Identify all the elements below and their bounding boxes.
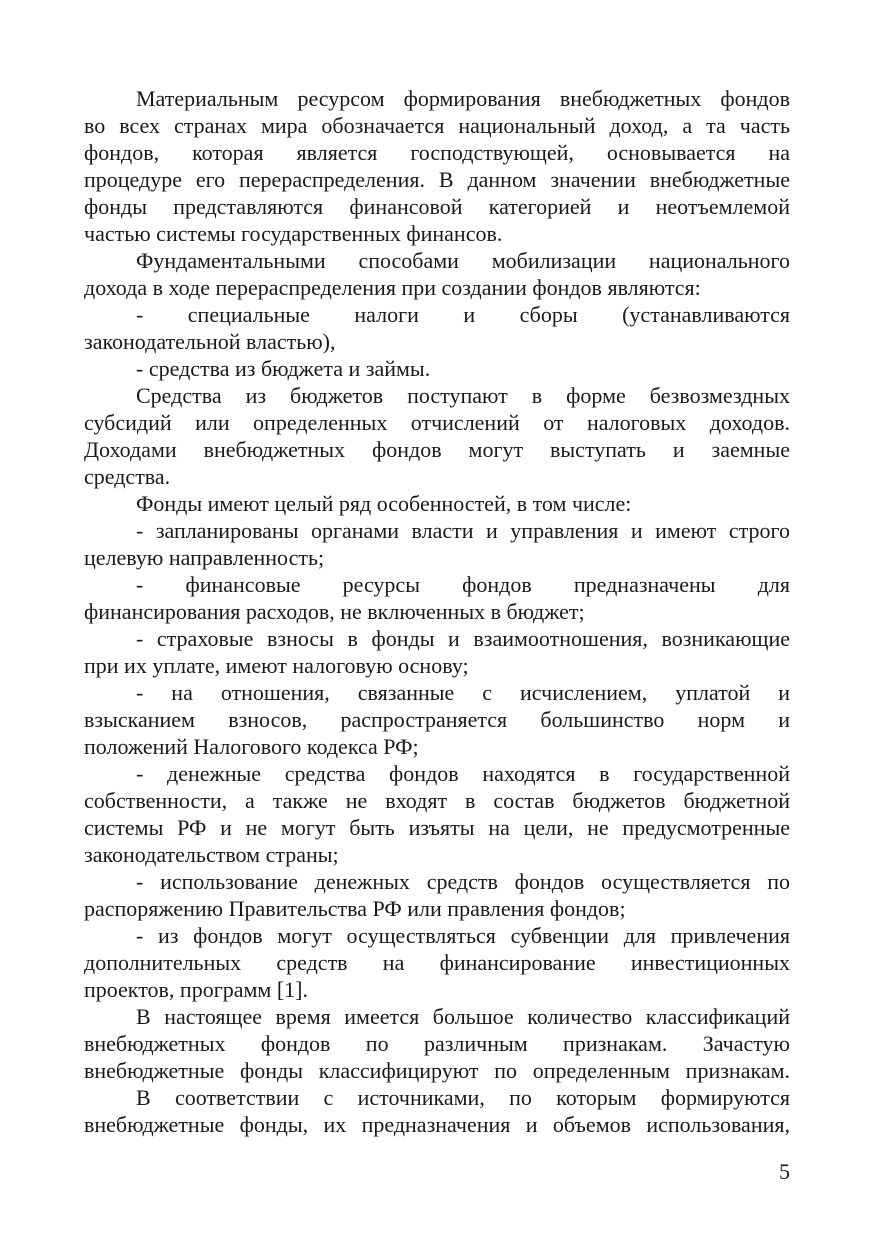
text-line: частью системы государственных финансов. <box>84 221 503 246</box>
text-line: внебюджетных фондов по различным признакам. Зачастую <box>84 1031 790 1056</box>
text-line: - запланированы органами власти и управления и имеют строго <box>136 518 790 543</box>
text-line: финансирования расходов, не включенных в бюджет; <box>84 599 585 624</box>
page-number: 5 <box>779 1159 790 1184</box>
text-line: Фундаментальными способами мобилизации национального <box>136 248 790 273</box>
text-line: собственности, а также не входят в состав бюджетов бюджетной <box>84 788 790 813</box>
text-line: во всех странах мира обозначается национальный доход, а та часть <box>84 113 790 138</box>
text-line: В соответствии с источниками, по которым формируются <box>136 1085 790 1110</box>
text-line: фонды представляются финансовой категорией и неотъемлемой <box>84 194 790 219</box>
text-line: Материальным ресурсом формирования внебюджетных фондов <box>136 86 790 111</box>
text-line: фондов, которая является господствующей, основывается на <box>84 140 790 165</box>
text-line: Средства из бюджетов поступают в форме безвозмездных <box>136 383 790 408</box>
text-line: - страховые взносы в фонды и взаимоотношения, возникающие <box>136 626 790 651</box>
text-line: внебюджетные фонды, их предназначения и объемов использования, <box>84 1112 790 1137</box>
text-line: средства. <box>84 464 171 489</box>
text-line: - из фондов могут осуществляться субвенции для привлечения <box>136 923 790 948</box>
text-line: законодательной властью), <box>84 329 336 354</box>
text-line: Доходами внебюджетных фондов могут выступать и заемные <box>84 437 790 462</box>
text-line: при их уплате, имеют налоговую основу; <box>84 653 469 678</box>
text-line: - на отношения, связанные с исчислением, уплатой и <box>136 680 790 705</box>
text-line: проектов, программ [1]. <box>84 977 308 1002</box>
text-line: В настоящее время имеется большое количество классификаций <box>136 1004 790 1029</box>
text-line: - финансовые ресурсы фондов предназначены для <box>136 572 790 597</box>
text-line: Фонды имеют целый ряд особенностей, в том числе: <box>136 491 632 516</box>
text-line: субсидий или определенных отчислений от налоговых доходов. <box>84 410 790 435</box>
text-line: взысканием взносов, распространяется большинство норм и <box>84 707 790 732</box>
text-line: - специальные налоги и сборы (устанавливаются <box>136 302 790 327</box>
text-line: положений Налогового кодекса РФ; <box>84 734 419 759</box>
text-line: дополнительных средств на финансирование инвестиционных <box>84 950 790 975</box>
text-line: системы РФ и не могут быть изъяты на цели, не предусмотренные <box>84 815 790 840</box>
text-line: распоряжению Правительства РФ или правления фондов; <box>84 896 626 921</box>
text-line: законодательством страны; <box>84 842 339 867</box>
text-line: процедуре его перераспределения. В данном значении внебюджетные <box>84 167 790 192</box>
text-line: - использование денежных средств фондов осуществляется по <box>136 869 790 894</box>
text-line: - денежные средства фондов находятся в государственной <box>136 761 790 786</box>
text-line: дохода в ходе перераспределения при создании фондов являются: <box>84 275 701 300</box>
text-line: целевую направленность; <box>84 545 325 570</box>
text-line: - средства из бюджета и займы. <box>136 356 431 381</box>
text-line: внебюджетные фонды классифицируют по определенным признакам. <box>84 1058 790 1083</box>
